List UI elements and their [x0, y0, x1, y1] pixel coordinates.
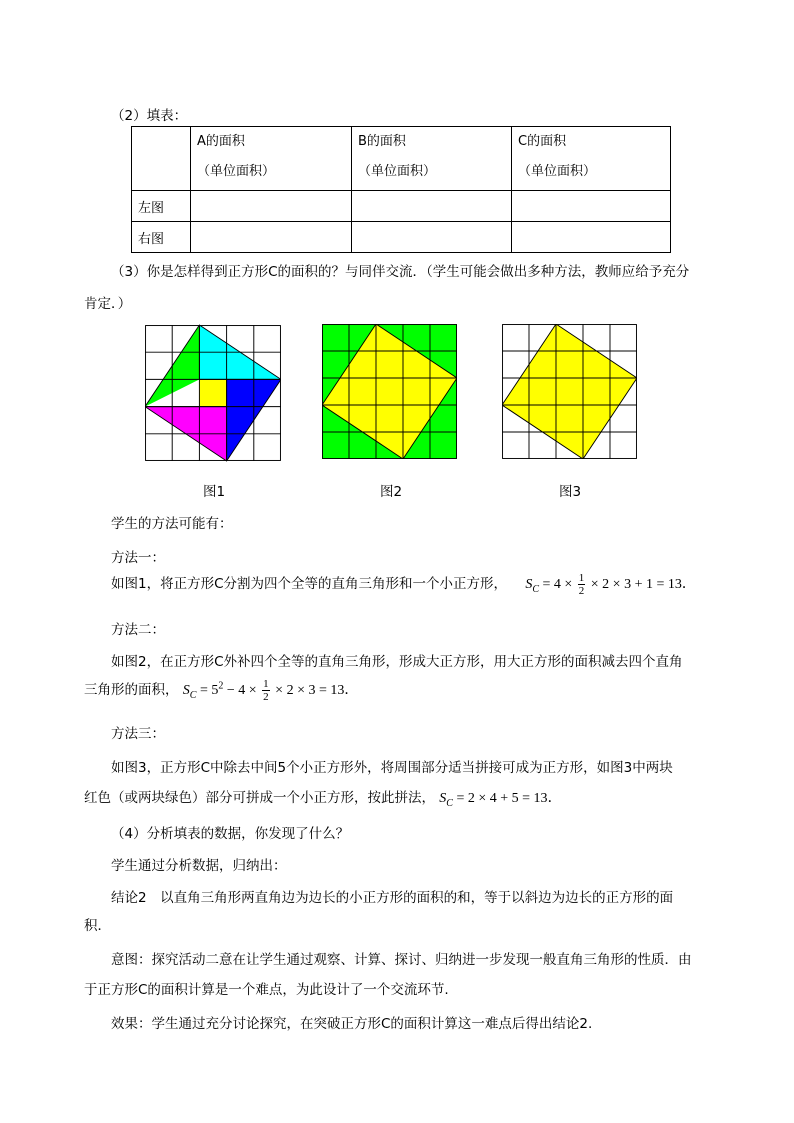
row-label-left: 左图 [132, 191, 191, 222]
fill-table [131, 126, 671, 253]
question-3-line2: 肯定．） [84, 296, 132, 312]
intent-line2: 于正方形C的面积计算是一个难点，为此设计了一个交流环节. [84, 982, 449, 998]
table-cell [352, 191, 512, 222]
effect-line: 效果：学生通过充分讨论探究，在突破正方形C的面积计算这一难点后得出结论2. [111, 1016, 593, 1032]
method-1-text: 如图1，将正方形C分割为四个全等的直角三角形和一个小正方形， [111, 576, 508, 592]
method-1-formula: $S_C = 4$ × $\frac{1}{2}$ × 2 × 3 + 1 = 13． [525, 572, 696, 598]
method-3-line2 [84, 786, 562, 809]
method-2-title: 方法二： [111, 622, 165, 638]
figure-3 [502, 324, 637, 459]
method-2-text: 三角形的面积， [84, 682, 179, 698]
table-cell [191, 191, 352, 222]
method-3-title: 方法三： [111, 726, 165, 742]
table-corner-cell [132, 127, 191, 191]
conclusion-2-line2: 积． [84, 918, 111, 934]
method-3-line1: 如图3，正方形C中除去中间5个小正方形外，将周围部分适当拼接可成为正方形，如图3中两块 [111, 760, 673, 776]
table-row [132, 191, 671, 222]
figure-1-caption: 图1 [203, 484, 226, 500]
figure-2-caption: 图2 [380, 484, 403, 500]
header-b-area: B的面积 （单位面积） [352, 127, 512, 191]
figure-3-caption: 图3 [559, 484, 582, 500]
method-1-title: 方法一： [111, 550, 165, 566]
intent-line1: 意图：探究活动二意在让学生通过观察、计算、探讨、归纳进一步发现一般直角三角形的性质．由 [111, 952, 692, 968]
square-c [502, 324, 637, 459]
question-2: （2）填表： [111, 108, 188, 124]
table-cell [352, 222, 512, 253]
method-2-line2 [84, 678, 358, 703]
method-3-text: 红色（或两块绿色）部分可拼成一个小正方形，按此拼法， [84, 790, 435, 806]
row-label-right: 右图 [132, 222, 191, 253]
summary-intro: 学生通过分析数据，归纳出： [111, 858, 287, 874]
center-square [199, 379, 226, 406]
question-3-line1: （3）你是怎样得到正方形C的面积的？与同伴交流．（学生可能会做出多种方法，教师应给予充分 [111, 264, 690, 280]
question-4: （4）分析填表的数据，你发现了什么？ [111, 826, 350, 842]
methods-intro: 学生的方法可能有： [111, 516, 233, 532]
method-2-line1: 如图2，在正方形C外补四个全等的直角三角形，形成大正方形，用大正方形的面积减去四个直角 [111, 654, 683, 670]
method-2-formula: $S_C = 5^2 - 4$ × $\frac{1}{2}$ × 2 × 3 = 13． [182, 678, 359, 704]
table-cell [512, 222, 671, 253]
table-cell [191, 222, 352, 253]
header-a-area: A的面积 （单位面积） [191, 127, 352, 191]
header-c-area: C的面积 （单位面积） [512, 127, 671, 191]
table-cell [512, 191, 671, 222]
figure-2 [322, 324, 457, 459]
conclusion-2-line1: 结论2 以直角三角形两直角边为边长的小正方形的面积的和，等于以斜边为边长的正方形的面 [111, 890, 674, 906]
table-row [132, 222, 671, 253]
figure-1 [145, 324, 281, 462]
method-1-line [111, 572, 696, 597]
method-3-formula: $S_C = 2 \times 4 + 5 = 13$． [439, 791, 562, 809]
